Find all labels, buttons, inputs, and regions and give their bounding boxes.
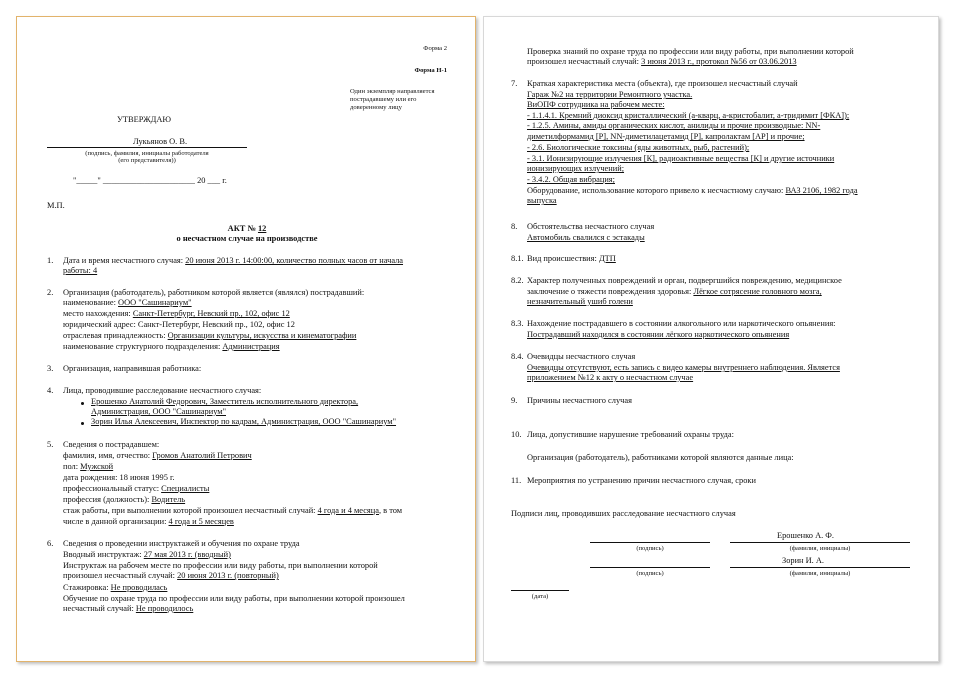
victim-experience: стаж работы, при выполнении которой произошел несчастный случай: 4 года и 4 месяца, в том [63, 506, 403, 515]
knowledge-check: Проверка знаний по охране труда по профессии или виду работы, при выполнении которой [527, 47, 854, 56]
signer-name: Зорин И. А. [782, 556, 825, 565]
victim-experience-org: числе в данной организации: 4 года и 5 месяцев [63, 517, 234, 526]
section-number: 8.4. [511, 352, 524, 361]
section-number: 7. [511, 79, 518, 88]
signers-title: Подписи лиц, проводивших расследование несчастного случая [511, 509, 736, 518]
signature-caption: (подпись) [636, 545, 664, 552]
signature-line [590, 542, 710, 543]
section-number: 9. [511, 396, 518, 405]
violators-heading: Лица, допустившие нарушение требований охраны труда: [527, 430, 734, 439]
measures-heading: Мероприятия по устранению причин несчастного случая, сроки [527, 476, 756, 485]
place-line: - 3.4.2. Общая вибрация; [527, 175, 615, 184]
training-heading: Сведения о проведении инструктажей и обучения по охране труда [63, 539, 300, 548]
name-line [730, 542, 910, 543]
place-heading: Краткая характеристика места (объекта), где произошел несчастный случай [527, 79, 798, 88]
approver-caption: (подпись, фамилия, инициалы работодателя [85, 150, 209, 157]
investigators-heading: Лица, проводившие расследование несчастного случая: [63, 386, 262, 395]
approval-date-line: "_____" ______________________ 20 ___ г. [73, 176, 227, 185]
bullet-icon [81, 402, 84, 405]
equipment-cont: выпуска [527, 196, 557, 205]
place-line: ионизирующих излучений; [527, 164, 625, 173]
victim-sex: пол: Мужской [63, 462, 114, 471]
act-title: АКТ № 12 [227, 224, 267, 233]
place-line: - 2.6. Биологические токсины (яды животных, рыб, растений); [527, 143, 750, 152]
signature-caption: (подпись) [636, 570, 664, 577]
victim-profession: профессия (должность): Водитель [63, 495, 186, 504]
document-page-2 [483, 16, 939, 662]
section-number: 4. [47, 386, 54, 395]
violators-org: Организация (работодатель), работниками которой являются данные лица: [527, 453, 794, 462]
circumstances-value: Автомобиль свалился с эстакады [527, 233, 645, 242]
victim-status: профессиональный статус: Специалисты [63, 484, 210, 493]
section-number: 8. [511, 222, 518, 231]
place-line: диметилформамид [Р], NN-диметилацетамид [Р], капролактам [АР] и прочие; [527, 132, 805, 141]
investigator-1-cont: Администрация, ООО "Сашинариум" [91, 407, 226, 416]
circumstances-heading: Обстоятельства несчастного случая [527, 222, 655, 231]
accident-datetime: Дата и время несчастного случая: 20 июня 2013 г. 14:00:00, количество полных часов от начала [63, 256, 404, 265]
employer-unit: наименование структурного подразделения: Администрация [63, 342, 280, 351]
section-number: 3. [47, 364, 54, 373]
copy-note-line: Один экземпляр направляется [350, 88, 435, 95]
equipment: Оборудование, использование которого привело к несчастному случаю: ВАЗ 2106, 1982 года [527, 186, 858, 195]
causes-heading: Причины несчастного случая [527, 396, 632, 405]
bullet-icon [81, 422, 84, 425]
name-caption: (фамилия, инициалы) [789, 545, 851, 552]
place-line: ВиОПФ сотрудника на рабочем месте: [527, 100, 665, 109]
employer-location: место нахождения: Санкт-Петербург, Невский пр., 102, офис 12 [63, 309, 290, 318]
place-line: - 1.2.5. Амины, амиды органических кислот, анилиды и прочие производные: NN- [527, 121, 821, 130]
signature-line [590, 567, 710, 568]
intoxication-heading: Нахождение пострадавшего в состоянии алкогольного или наркотического опьянения: [527, 319, 836, 328]
injury-conclusion: заключение о тяжести повреждения здоровья: Лёгкое сотрясение головного мозга, [527, 287, 822, 296]
form-n1-label: Форма Н-1 [414, 67, 447, 74]
place-line: - 1.1.4.1. Кремний диоксид кристаллический (а-кварц, а-кристобалит, а-тридимит [ФКА]); [527, 111, 850, 120]
form-2-label: Форма 2 [423, 45, 447, 52]
safety-training: Обучение по охране труда по профессии или виду работы, при выполнении которой произошел [63, 594, 405, 603]
employer-legal-address: юридический адрес: Санкт-Петербург, Невский пр., 102, офис 12 [63, 320, 295, 329]
section-number: 8.2. [511, 276, 524, 285]
sending-organization: Организация, направившая работника: [63, 364, 202, 373]
section-number: 10. [511, 430, 522, 439]
intro-briefing: Вводный инструктаж: 27 мая 2013 г. (вводный) [63, 550, 231, 559]
workplace-briefing-cont: произошел несчастный случай: 20 июня 2013 г. (повторный) [63, 571, 279, 580]
victim-birth: дата рождения: 18 июня 1995 г. [63, 473, 175, 482]
copy-note-line: пострадавшему или его [350, 96, 417, 103]
employer-heading: Организация (работодатель), работником которой является (являлся) пострадавший: [63, 288, 365, 297]
copy-note-line: доверенному лицу [350, 104, 402, 111]
approver-caption: (его представителя)) [118, 157, 176, 164]
investigator-2: Зорин Илья Алексеевич, Инспектор по кадрам, Администрация, ООО "Сашинариум" [91, 417, 397, 426]
date-caption: (дата) [531, 593, 549, 600]
signer-name: Ерошенко А. Ф. [777, 531, 835, 540]
section-number: 5. [47, 440, 54, 449]
section-number: 6. [47, 539, 54, 548]
section-number: 1. [47, 256, 54, 265]
workplace-briefing: Инструктаж на рабочем месте по профессии или виду работы, при выполнении которой [63, 561, 378, 570]
intoxication-value: Пострадавший находился в состоянии лёгкого наркотического опьянения [527, 330, 790, 339]
date-line [511, 590, 569, 591]
employer-branch: отраслевая принадлежность: Организации культуры, искусства и кинематографии [63, 331, 357, 340]
name-caption: (фамилия, инициалы) [789, 570, 851, 577]
section-number: 8.1. [511, 254, 524, 263]
victim-fio: фамилия, имя, отчество: Громов Анатолий Петрович [63, 451, 252, 460]
place-line: - 3.1. Ионизирующие излучения [К], радиоактивные вещества [К] и другие источники [527, 154, 835, 163]
stamp-mp: М.П. [47, 201, 65, 210]
approve-heading: УТВЕРЖДАЮ [117, 115, 171, 124]
approver-name: Лукьянов О. В. [133, 137, 188, 146]
witnesses-value: Очевидцы отсутствуют, есть запись с видео камеры внутреннего наблюдения. Является [527, 363, 840, 372]
act-number: 12 [257, 224, 267, 233]
injury-heading: Характер полученных повреждений и орган, подвергшийся повреждению, медицинское [527, 276, 842, 285]
witnesses-value-cont: приложением №12 к акту о несчастном случае [527, 373, 694, 382]
section-number: 11. [511, 476, 522, 485]
employer-name: наименование: ООО "Сашинариум" [63, 298, 192, 307]
witnesses-heading: Очевидцы несчастного случая [527, 352, 636, 361]
incident-type: Вид происшествия: ДТП [527, 254, 616, 263]
safety-training-cont: несчастный случай: Не проводилось [63, 604, 194, 613]
approver-signature-line [47, 147, 247, 148]
accident-datetime-cont: работы: 4 [63, 266, 98, 275]
internship: Стажировка: Не проводилась [63, 583, 168, 592]
injury-conclusion-cont: незначительный ушиб голени [527, 297, 633, 306]
act-subtitle: о несчастном случае на производстве [176, 234, 318, 243]
investigator-1: Ерошенко Анатолий Федорович, Заместитель исполнительного директора, [91, 397, 359, 406]
name-line [730, 567, 910, 568]
section-number: 2. [47, 288, 54, 297]
place-line: Гараж №2 на территории Ремонтного участка. [527, 90, 693, 99]
section-number: 8.3. [511, 319, 524, 328]
knowledge-check-cont: произошел несчастный случай: 3 июня 2013 г., протокол №56 от 03.06.2013 [527, 57, 797, 66]
victim-heading: Сведения о пострадавшем: [63, 440, 160, 449]
document-page-1 [16, 16, 476, 662]
